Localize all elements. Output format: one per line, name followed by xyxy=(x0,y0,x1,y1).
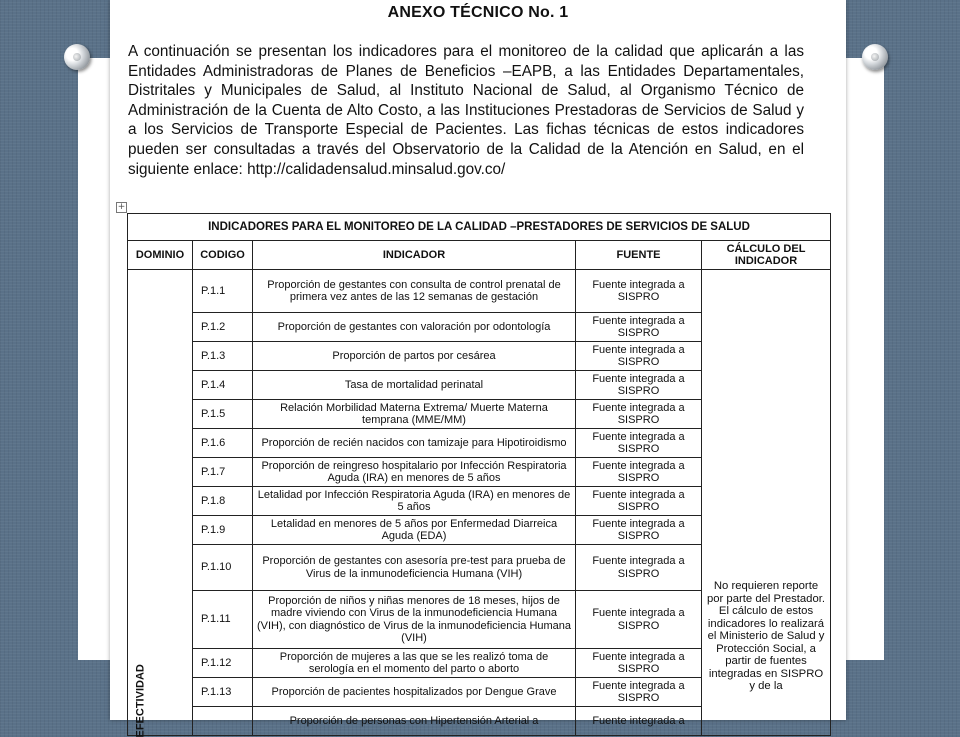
code-cell: P.1.1 xyxy=(193,270,253,313)
code-cell: P.1.11 xyxy=(193,591,253,649)
indicator-cell: Letalidad en menores de 5 años por Enfermedad Diarreica Aguda (EDA) xyxy=(253,516,576,545)
header-code: CODIGO xyxy=(193,241,253,270)
source-cell: Fuente integrada a SISPRO xyxy=(576,371,702,400)
document-page xyxy=(110,0,846,737)
source-cell: Fuente integrada a SISPRO xyxy=(576,516,702,545)
indicator-cell: Proporción de gestantes con consulta de control prenatal de primera vez antes de las 12 semanas de gestación xyxy=(253,270,576,313)
observatorio-link[interactable]: http://calidadensalud.minsalud.gov.co/ xyxy=(247,160,506,178)
pushpin-icon xyxy=(862,44,888,70)
indicator-cell: Proporción de personas con Hipertensión Arterial a xyxy=(253,707,576,736)
table-move-handle-icon[interactable]: + xyxy=(117,202,126,212)
header-domain: DOMINIO xyxy=(128,241,193,270)
source-cell: Fuente integrada a SISPRO xyxy=(576,649,702,678)
code-cell: P.1.12 xyxy=(193,649,253,678)
indicators-table xyxy=(127,213,831,736)
source-cell: Fuente integrada a SISPRO xyxy=(576,429,702,458)
indicator-cell: Proporción de partos por cesárea xyxy=(253,342,576,371)
source-cell: Fuente integrada a SISPRO xyxy=(576,591,702,649)
code-cell: P.1.10 xyxy=(193,545,253,591)
code-cell: P.1.6 xyxy=(193,429,253,458)
indicator-cell: Tasa de mortalidad perinatal xyxy=(253,371,576,400)
calc-cell: No requieren reporte por parte del Prestador. El cálculo de estos indicadores lo realizará el Ministerio de Salud y Protección Social, a partir de fuentes integradas en SISPRO y de la xyxy=(702,270,831,736)
source-cell: Fuente integrada a SISPRO xyxy=(576,678,702,707)
code-cell xyxy=(193,707,253,736)
code-cell: P.1.8 xyxy=(193,487,253,516)
table-row xyxy=(128,270,831,313)
source-cell: Fuente integrada a SISPRO xyxy=(576,458,702,487)
code-cell: P.1.2 xyxy=(193,313,253,342)
code-cell: P.1.7 xyxy=(193,458,253,487)
source-cell: Fuente integrada a SISPRO xyxy=(576,313,702,342)
indicator-cell: Proporción de niños y niñas menores de 18 meses, hijos de madre viviendo con Virus de la inmunodeficiencia Humana (VIH), con diagnóstico de Virus de la inmunodeficiencia Humana (VIH) xyxy=(253,591,576,649)
header-source: FUENTE xyxy=(576,241,702,270)
indicator-cell: Proporción de reingreso hospitalario por Infección Respiratoria Aguda (IRA) en menores de 5 años xyxy=(253,458,576,487)
indicator-cell: Proporción de gestantes con valoración por odontología xyxy=(253,313,576,342)
indicator-cell: Proporción de mujeres a las que se les realizó toma de serología en el momento del parto o aborto xyxy=(253,649,576,678)
code-cell: P.1.5 xyxy=(193,400,253,429)
code-cell: P.1.4 xyxy=(193,371,253,400)
source-cell: Fuente integrada a SISPRO xyxy=(576,487,702,516)
domain-cell xyxy=(128,270,193,736)
code-cell: P.1.13 xyxy=(193,678,253,707)
source-cell: Fuente integrada a xyxy=(576,707,702,736)
source-cell: Fuente integrada a SISPRO xyxy=(576,342,702,371)
indicator-cell: Relación Morbilidad Materna Extrema/ Muerte Materna temprana (MME/MM) xyxy=(253,400,576,429)
table-title: INDICADORES PARA EL MONITOREO DE LA CALIDAD –PRESTADORES DE SERVICIOS DE SALUD xyxy=(128,214,831,241)
header-calc: CÁLCULO DEL INDICADOR xyxy=(702,241,831,270)
indicator-cell: Proporción de recién nacidos con tamizaje para Hipotiroidismo xyxy=(253,429,576,458)
indicator-cell: Proporción de gestantes con asesoría pre-test para prueba de Virus de la inmunodeficiencia Humana (VIH) xyxy=(253,545,576,591)
source-cell: Fuente integrada a SISPRO xyxy=(576,270,702,313)
domain-label: EFECTIVIDAD xyxy=(134,663,147,737)
code-cell: P.1.3 xyxy=(193,342,253,371)
header-indicator: INDICADOR xyxy=(253,241,576,270)
intro-text: A continuación se presentan los indicadores para el monitoreo de la calidad que aplicarán a las Entidades Administradoras de Planes de Beneficios –EAPB, a las Entidades Departamentales, Distritales y Municipales de Salud, al Instituto Nacional de Salud, al Organismo Técnico de Administración de la Cuenta de Alto Costo, a las Instituciones Prestadoras de Servicios de Salud y a los Servicios de Transporte Especial de Pacientes. Las fichas técnicas de estos indicadores pueden ser consultadas a través del Observatorio de la Calidad de la Atención en Salud, en el siguiente enlace: xyxy=(128,43,804,178)
indicator-cell: Letalidad por Infección Respiratoria Aguda (IRA) en menores de 5 años xyxy=(253,487,576,516)
source-cell: Fuente integrada a SISPRO xyxy=(576,400,702,429)
code-cell: P.1.9 xyxy=(193,516,253,545)
document-title: ANEXO TÉCNICO No. 1 xyxy=(387,4,569,21)
indicator-cell: Proporción de pacientes hospitalizados por Dengue Grave xyxy=(253,678,576,707)
intro-paragraph xyxy=(128,42,804,179)
source-cell: Fuente integrada a SISPRO xyxy=(576,545,702,591)
